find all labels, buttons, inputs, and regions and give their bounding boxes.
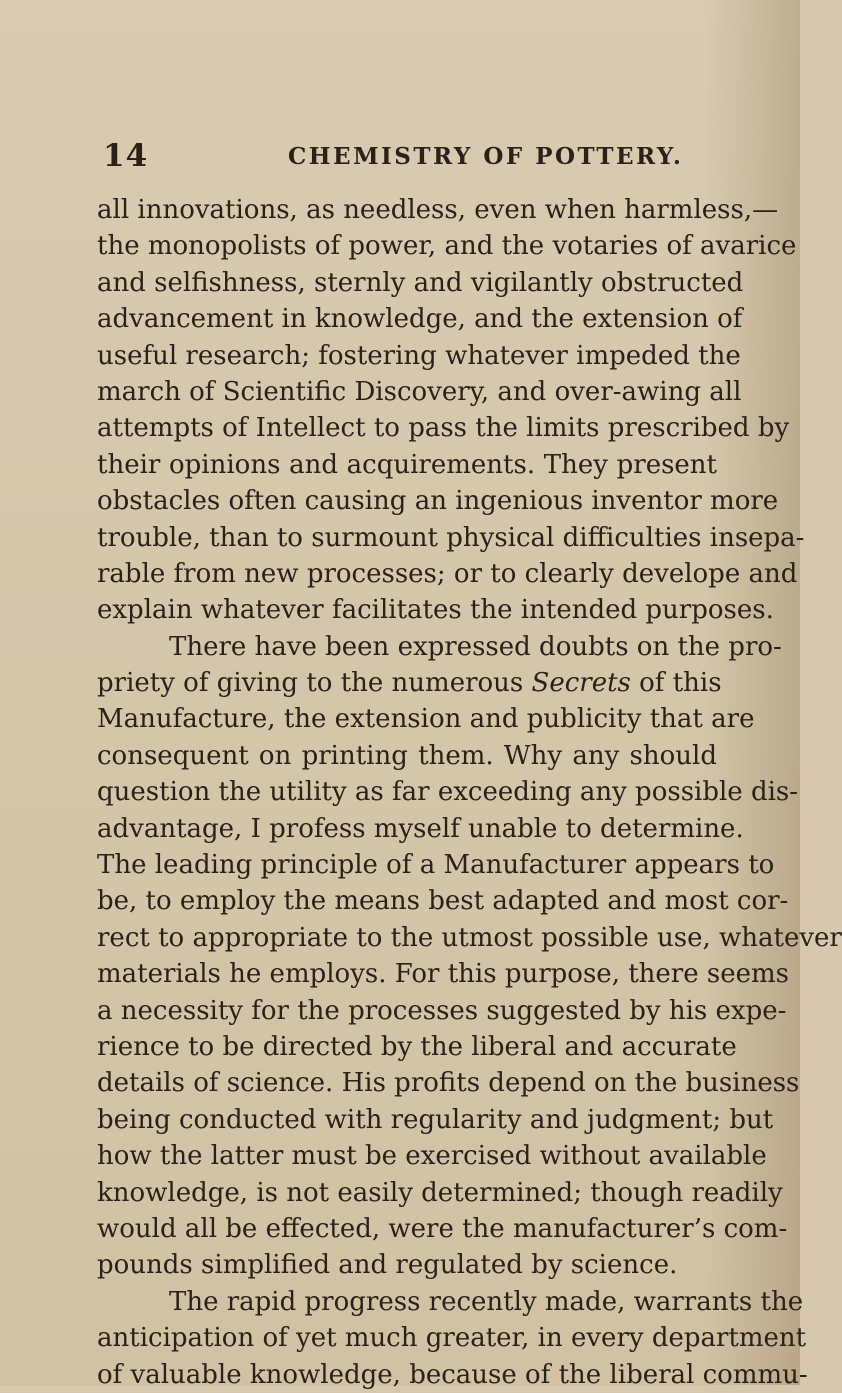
text-line: advancement in knowledge, and the extension of xyxy=(97,304,743,335)
text-line: The rapid progress recently made, warrants the xyxy=(169,1286,804,1317)
text-line: explain whatever facilitates the intended purposes. xyxy=(97,595,774,626)
page-number: 14 xyxy=(103,138,149,174)
text-line: of valuable knowledge, because of the liberal commu- xyxy=(97,1359,808,1390)
text-line: Manufacture, the extension and publicity that are xyxy=(97,704,755,735)
text-line: pounds simplified and regulated by science. xyxy=(97,1250,678,1281)
text-line: attempts of Intellect to pass the limits prescribed by xyxy=(97,413,790,444)
text-line: obstacles often causing an ingenious inventor more xyxy=(97,486,779,517)
text-line: a necessity for the processes suggested by his expe- xyxy=(97,995,787,1026)
text-line: useful research; fostering whatever impeded the xyxy=(97,340,741,371)
text-line: materials he employs. For this purpose, there seems xyxy=(97,959,789,990)
text-line: trouble, than to surmount physical difficulties insepa- xyxy=(97,522,805,553)
text-line: and selfishness, sternly and vigilantly obstructed xyxy=(97,267,744,298)
text-line: being conducted with regularity and judgment; but xyxy=(97,1104,774,1135)
text-line: be, to employ the means best adapted and most cor- xyxy=(97,886,789,917)
text-line: march of Scientific Discovery, and over-awing all xyxy=(97,376,742,407)
text-line: all innovations, as needless, even when harmless,— xyxy=(97,195,779,225)
text-line: rable from new processes; or to clearly develope and xyxy=(97,558,798,589)
running-title: CHEMISTRY OF POTTERY. xyxy=(288,143,684,170)
text-line: their opinions and acquirements. They present xyxy=(97,449,717,480)
text-fragment: priety of giving to the numerous xyxy=(97,668,524,699)
text-line: anticipation of yet much greater, in every department xyxy=(97,1323,807,1354)
page-header xyxy=(103,138,703,178)
text-line: There have been expressed doubts on the pro- xyxy=(169,631,782,662)
text-line: question the utility as far exceeding any possible dis- xyxy=(97,777,799,808)
body-text xyxy=(97,192,842,1393)
text-fragment: of this xyxy=(639,668,722,699)
text-line: consequent on printing them. Why any should xyxy=(97,740,717,771)
text-line: knowledge, is not easily determined; though readily xyxy=(97,1177,783,1208)
text-line: the monopolists of power, and the votaries of avarice xyxy=(97,231,797,262)
text-line: The leading principle of a Manufacturer appears to xyxy=(97,850,775,881)
text-line: details of science. His profits depend on the business xyxy=(97,1068,800,1099)
text-line: advantage, I profess myself unable to determine. xyxy=(97,813,744,844)
text-line: would all be effected, were the manufacturer’s com- xyxy=(97,1213,788,1244)
text-line: rience to be directed by the liberal and accurate xyxy=(97,1031,737,1062)
text-line: rect to appropriate to the utmost possible use, whatever xyxy=(97,922,842,953)
text-line: how the latter must be exercised without available xyxy=(97,1141,767,1172)
text-line xyxy=(97,665,722,701)
italic-word: Secrets xyxy=(531,668,631,699)
